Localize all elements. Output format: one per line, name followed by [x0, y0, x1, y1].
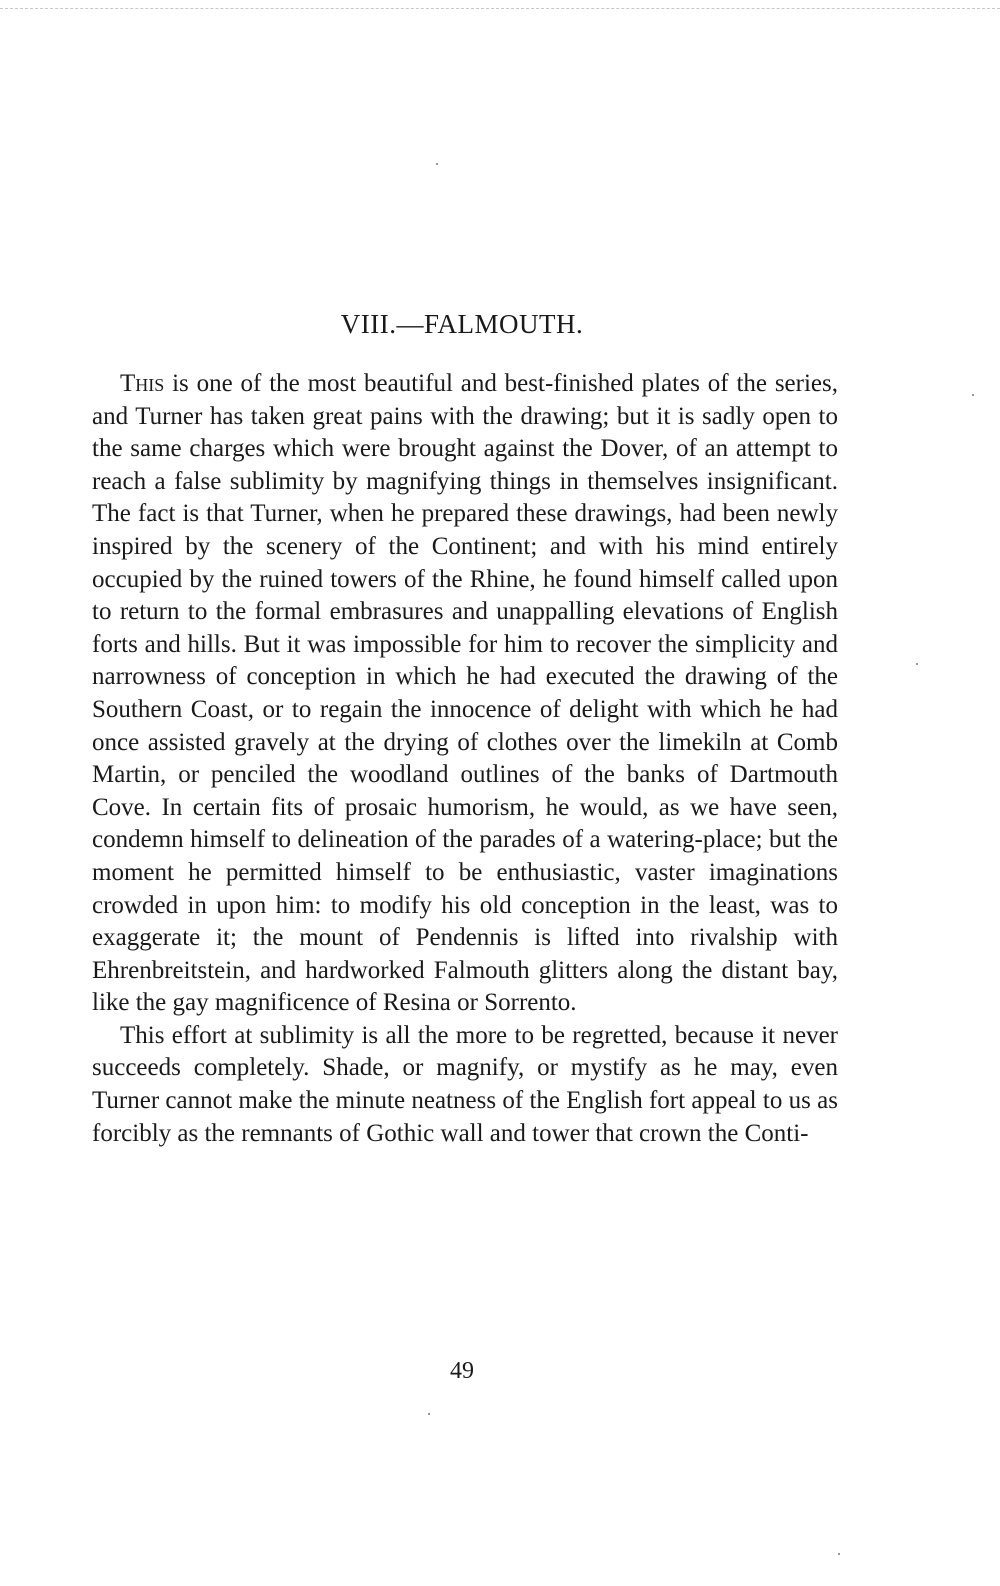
page-number: 49 [450, 1358, 474, 1384]
scan-speck [428, 1413, 430, 1415]
scan-speck [916, 663, 918, 665]
paragraph-2-text: This effort at sublimity is all the more to be regretted, because it never succeeds completely. Shade, or magnify, or mystify as he may, even Turner cannot make the minute neatness of the English fort appeal to us as forcibly as the remnants of Gothic wall and tower that crown the Conti- [92, 1021, 838, 1147]
paragraph-1-text: is one of the most beautiful and best-finished plates of the series, and Turner has taken great pains with the drawing; but it is sadly open to the same charges which were brought against the Dover, of an attempt to reach a false sublimity by magnifying things in themselves insignificant. The fact is that Turner, when he prepared these drawings, had been newly inspired by the scenery of the Continent; and with his mind entirely occupied by the ruined towers of the Rhine, he found himself called upon to return to the formal embrasures and unappalling elevations of English forts and hills. But it was impossible for him to recover the simplicity and narrowness of conception in which he had executed the drawing of the Southern Coast, or to regain the innocence of delight with which he had once assisted gravely at the drying of clothes over the limekiln at Comb Martin, or penciled the woodland outlines of the banks of Dartmouth Cove. In certain fits of prosaic humorism, he would, as we have seen, condemn himself to delineation of the parades of a watering-place; but the moment he permitted himself to be enthusiastic, vaster imaginations crowded in upon him: to modify his old conception in the least, was to exaggerate it; the mount of Pendennis is lifted into rivalship with Ehrenbreitstein, and hardworked Falmouth glitters along the distant bay, like the gay magnificence of Resina or Sorrento. [92, 370, 838, 1017]
scan-speck [972, 394, 974, 396]
body-text [92, 368, 838, 1150]
paragraph-lead-word: This [120, 370, 165, 397]
paragraph-1 [92, 368, 838, 1020]
chapter-title: VIII.—FALMOUTH. [340, 309, 584, 339]
scan-speck [838, 1553, 840, 1555]
paragraph-2 [92, 1020, 838, 1150]
scan-speck [436, 163, 438, 165]
scan-edge-artifact [0, 8, 1000, 9]
